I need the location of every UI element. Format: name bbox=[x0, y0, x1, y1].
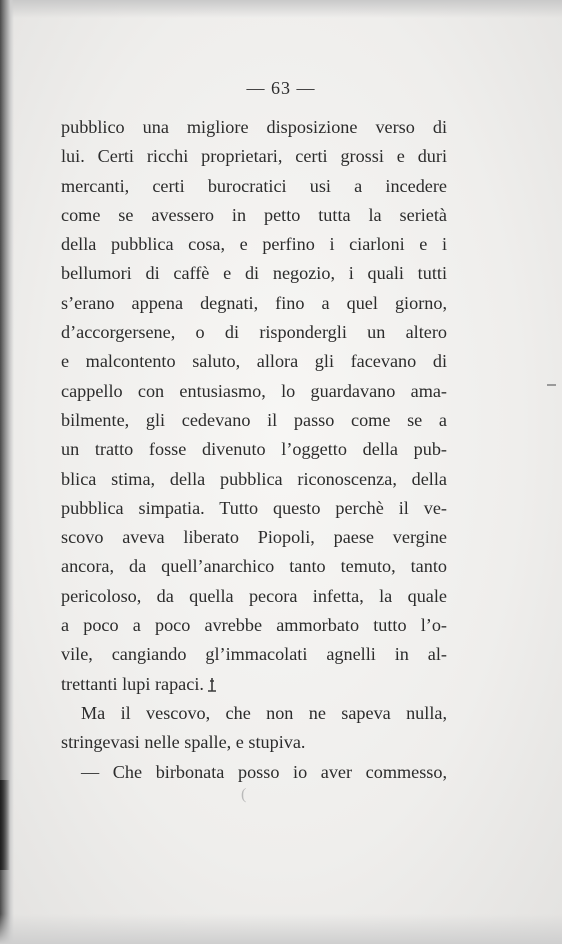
text-line: blica stima, della pubblica riconoscenza, della bbox=[61, 468, 447, 489]
text-line: mercanti, certi burocratici usi a incedere bbox=[61, 175, 447, 196]
text-line: della pubblica cosa, e perfino i ciarloni e i bbox=[61, 234, 447, 255]
section-mark-icon bbox=[205, 677, 219, 693]
margin-dash bbox=[547, 384, 556, 386]
text-line: pericoloso, da quella pecora infetta, la quale bbox=[61, 585, 447, 606]
text-line: lui. Certi ricchi proprietari, certi grossi e duri bbox=[61, 146, 447, 167]
text-line: scovo aveva liberato Piopoli, paese vergine bbox=[61, 527, 447, 548]
text-line: bilmente, gli cedevano il passo come se a bbox=[61, 409, 447, 430]
text-line: s’erano appena degnati, fino a quel giorno, bbox=[61, 292, 447, 313]
text-line: stringevasi nelle spalle, e stupiva. bbox=[61, 732, 306, 753]
page-number: — 63 — bbox=[246, 78, 316, 98]
scan-dark-spot bbox=[0, 780, 10, 870]
text-line: Ma il vescovo, che non ne sapeva nulla, bbox=[81, 702, 447, 723]
text-line: cappello con entusiasmo, lo guardavano ama- bbox=[61, 380, 447, 401]
text-line: e malcontento saluto, allora gli facevano di bbox=[61, 351, 447, 372]
body-text bbox=[61, 113, 447, 787]
text-line: — Che birbonata posso io aver commesso, bbox=[81, 761, 447, 782]
scan-shadow-top bbox=[0, 0, 562, 18]
text-line: pubblica simpatia. Tutto questo perchè il ve- bbox=[61, 497, 447, 518]
text-line: come se avessero in petto tutta la serietà bbox=[61, 204, 447, 225]
text-line: pubblico una migliore disposizione verso di bbox=[61, 117, 447, 137]
paragraph-end-line bbox=[61, 670, 447, 699]
text-line: un tratto fosse divenuto l’oggetto della pub- bbox=[61, 439, 447, 460]
text-line: a poco a poco avrebbe ammorbato tutto l’o- bbox=[61, 615, 447, 636]
bleed-through-mark: ( bbox=[241, 786, 247, 803]
text-line-text: trettanti lupi rapaci. bbox=[61, 673, 204, 694]
text-line: ancora, da quell’anarchico tanto temuto, tanto bbox=[61, 556, 447, 577]
text-line: bellumori di caffè e di negozio, i quali tutti bbox=[61, 263, 447, 284]
scan-shadow-bottom bbox=[0, 914, 562, 944]
text-line: d’accorgersene, o di rispondergli un altero bbox=[61, 322, 447, 343]
text-line: vile, cangiando gl’immacolati agnelli in al- bbox=[61, 644, 447, 665]
